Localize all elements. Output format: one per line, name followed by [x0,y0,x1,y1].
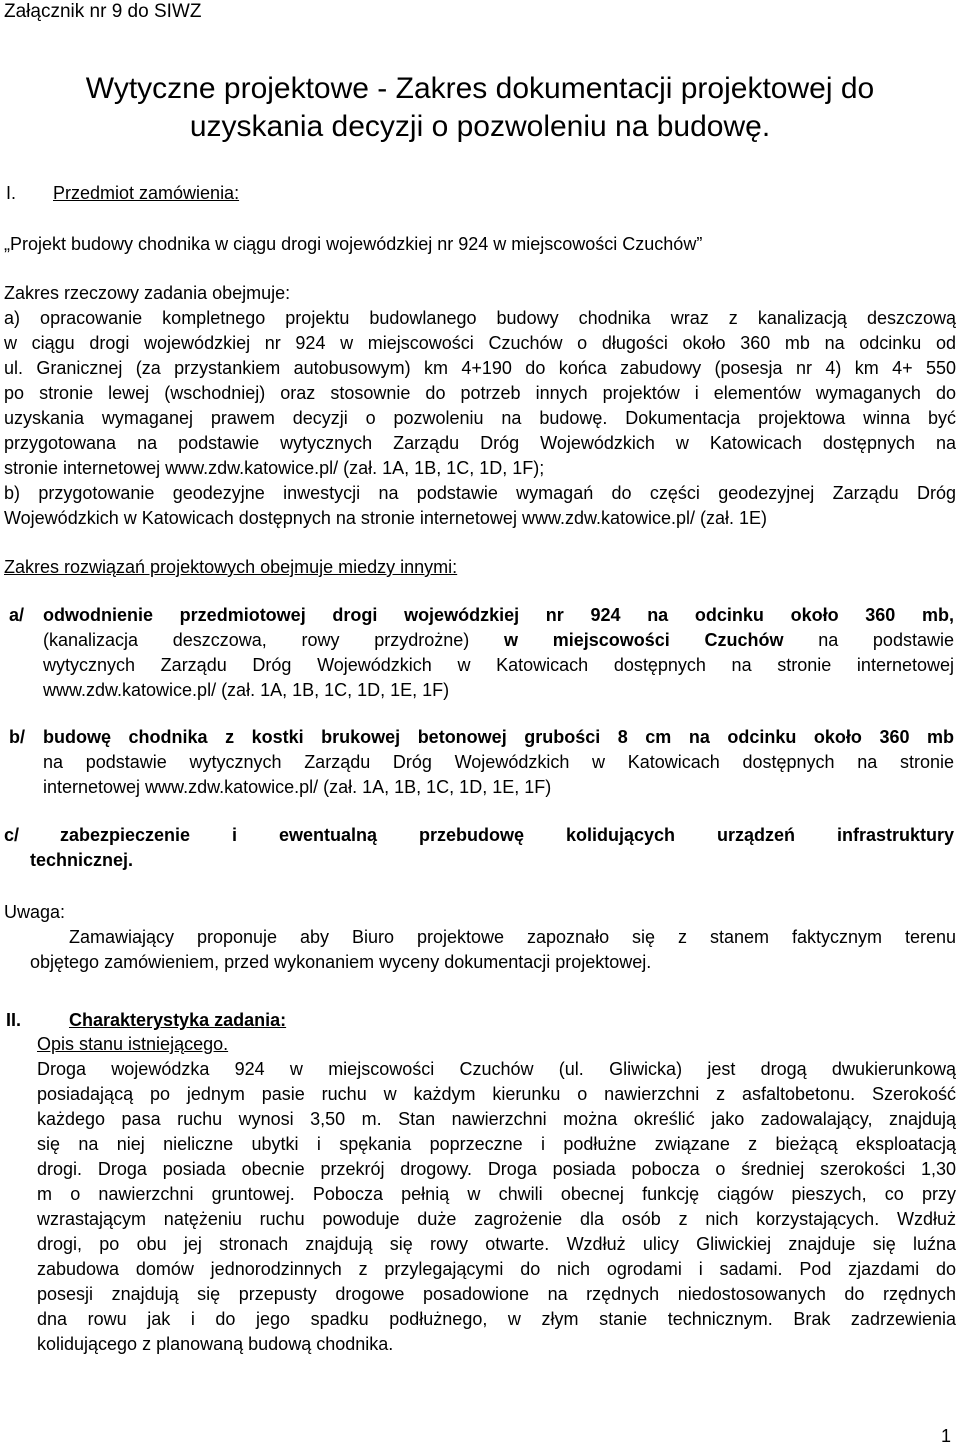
text-line: a) opracowanie kompletnego projektu budowlanego budowy chodnika wraz z kanalizacją deszczową [4,308,956,328]
text-line: technicznej. [30,850,134,870]
text-line: przygotowana na podstawie wytycznych Zarządu Dróg Wojewódzkich w Katowicach dostępnych na [4,433,956,453]
text-line: www.zdw.katowice.pl/ (zał. 1A, 1B, 1C, 1D, 1E, 1F) [43,680,450,700]
text-line: dna rowu jak i do jego spadku podłużnego, w złym stanie technicznym. Brak zadrzewienia [37,1309,956,1329]
note-label: Uwaga: [4,902,66,922]
text-line: się na niej nieliczne ubytki i spękania poprzeczne i podłużne związane z bieżącą eksploatacją [37,1134,956,1154]
text-line: Wojewódzkich w Katowicach dostępnych na stronie internetowej www.zdw.katowice.pl/ (zał. 1E) [4,508,768,528]
section-heading: Przedmiot zamówienia: [53,183,240,203]
text-line: wytycznych Zarządu Dróg Wojewódzkich w Katowicach dostępnych na stronie internetowej [43,655,954,675]
note-line: objętego zamówieniem, przed wykonaniem wyceny dokumentacji projektowej. [30,952,652,972]
text-line: kolidującego z planowaną budową chodnika. [37,1334,394,1354]
text-line: posesji znajdują się przepusty drogowe posadowione na rzędnych niedostosowanych do rzędnych [37,1284,956,1304]
solutions-heading: Zakres rozwiązań projektowych obejmuje miedzy innymi: [4,557,458,577]
document-title-line1: Wytyczne projektowe - Zakres dokumentacji projektowej do [85,72,875,105]
item-a-location: w miejscowości Czuchów [503,630,784,650]
item-c-lead: c/ [4,825,20,845]
text-line: posiadającą po jednym pasie ruchu w każdym kierunku o nawierzchni z asfaltobetonu. Szerokość [37,1084,956,1104]
text-line [43,628,954,653]
text-line: ul. Granicznej (za przystankiem autobusowym) km 4+190 do końca zabudowy (posesja nr 4) km 4+ 550 [4,358,956,378]
item-a-line2-pre: (kanalizacja deszczowa, rowy przydrożne) [43,630,470,650]
project-name: „Projekt budowy chodnika w ciągu drogi wojewódzkiej nr 924 w miejscowości Czuchów” [4,234,703,254]
scope-intro: Zakres rzeczowy zadania obejmuje: [4,283,291,303]
text-line: każdego pasa ruchu wynosi 3,50 m. Stan nawierzchni można określić jako zadowalający, znajdują [37,1109,956,1129]
text-line: internetowej www.zdw.katowice.pl/ (zał. 1A, 1B, 1C, 1D, 1E, 1F) [43,777,552,797]
section-number: I. [6,183,17,203]
text-line: zabudowa domów jednorodzinnych z przylegającymi do nich ogrodami i sadami. Pod zjazdami do [37,1259,956,1279]
text-line: Droga wojewódzka 924 w miejscowości Czuchów (ul. Gliwicka) jest drogą dwukierunkową [37,1059,956,1079]
item-a-lead: a/ [9,605,25,625]
scope-paragraph-a [4,306,956,481]
text-line: wzrastającym natężeniu ruchu powoduje duże zagrożenie dla osób z nich korzystających. Wzdłuż [37,1209,956,1229]
section-heading: Charakterystyka zadania: [69,1010,287,1030]
text-line: na podstawie wytycznych Zarządu Dróg Wojewódzkich w Katowicach dostępnych na stronie [43,752,954,772]
page-number: 1 [941,1426,952,1446]
text-line: budowę chodnika z kostki brukowej betonowej grubości 8 cm na odcinku około 360 mb [43,727,954,747]
note-line: Zamawiający proponuje aby Biuro projektowe zapoznało się z stanem faktycznym terenu [69,927,956,947]
scope-paragraph-b [4,481,956,531]
text-line: po stronie lewej (wschodniej) oraz stosownie do potrzeb innych projektów i elementów wymaganych do [4,383,956,403]
text-line: drogi. Droga posiada obecnie przekrój drogowy. Droga posiada pobocza o średniej szerokości 1,30 [37,1159,956,1179]
annex-label: Załącznik nr 9 do SIWZ [4,1,202,22]
text-line: b) przygotowanie geodezyjne inwestycji na podstawie wymagań do części geodezyjnej Zarządu Dróg [4,483,956,503]
text-line: w ciągu drogi wojewódzkiej nr 924 w miejscowości Czuchów o długości około 360 mb na odcinku od [4,333,956,353]
item-a-line2-post: na podstawie [818,630,954,650]
text-line: zabezpieczenie i ewentualną przebudowę kolidujących urządzeń infrastruktury [60,825,954,845]
text-line: odwodnienie przedmiotowej drogi wojewódzkiej nr 924 na odcinku około 360 mb, [43,605,954,625]
document-title-line2: uzyskania decyzji o pozwoleniu na budowę. [189,110,771,143]
text-line: uzyskania wymaganej prawem decyzji o pozwoleniu na budowę. Dokumentacja projektowa winna być [4,408,956,428]
text-line: m o nawierzchni gruntowej. Pobocza pełnią w chwili obecnej funkcję ciągów pieszych, co przy [37,1184,956,1204]
section-number: II. [6,1010,22,1030]
existing-state-paragraph [37,1057,956,1357]
item-b-lead: b/ [9,727,25,747]
text-line: drogi, po obu jej stronach znajdują się rowy otwarte. Wzdłuż ulicy Gliwickiej znajduje się luźna [37,1234,956,1254]
section-subheading: Opis stanu istniejącego. [37,1034,229,1054]
text-line: stronie internetowej www.zdw.katowice.pl/ (zał. 1A, 1B, 1C, 1D, 1F); [4,458,545,478]
document-title [0,70,960,146]
